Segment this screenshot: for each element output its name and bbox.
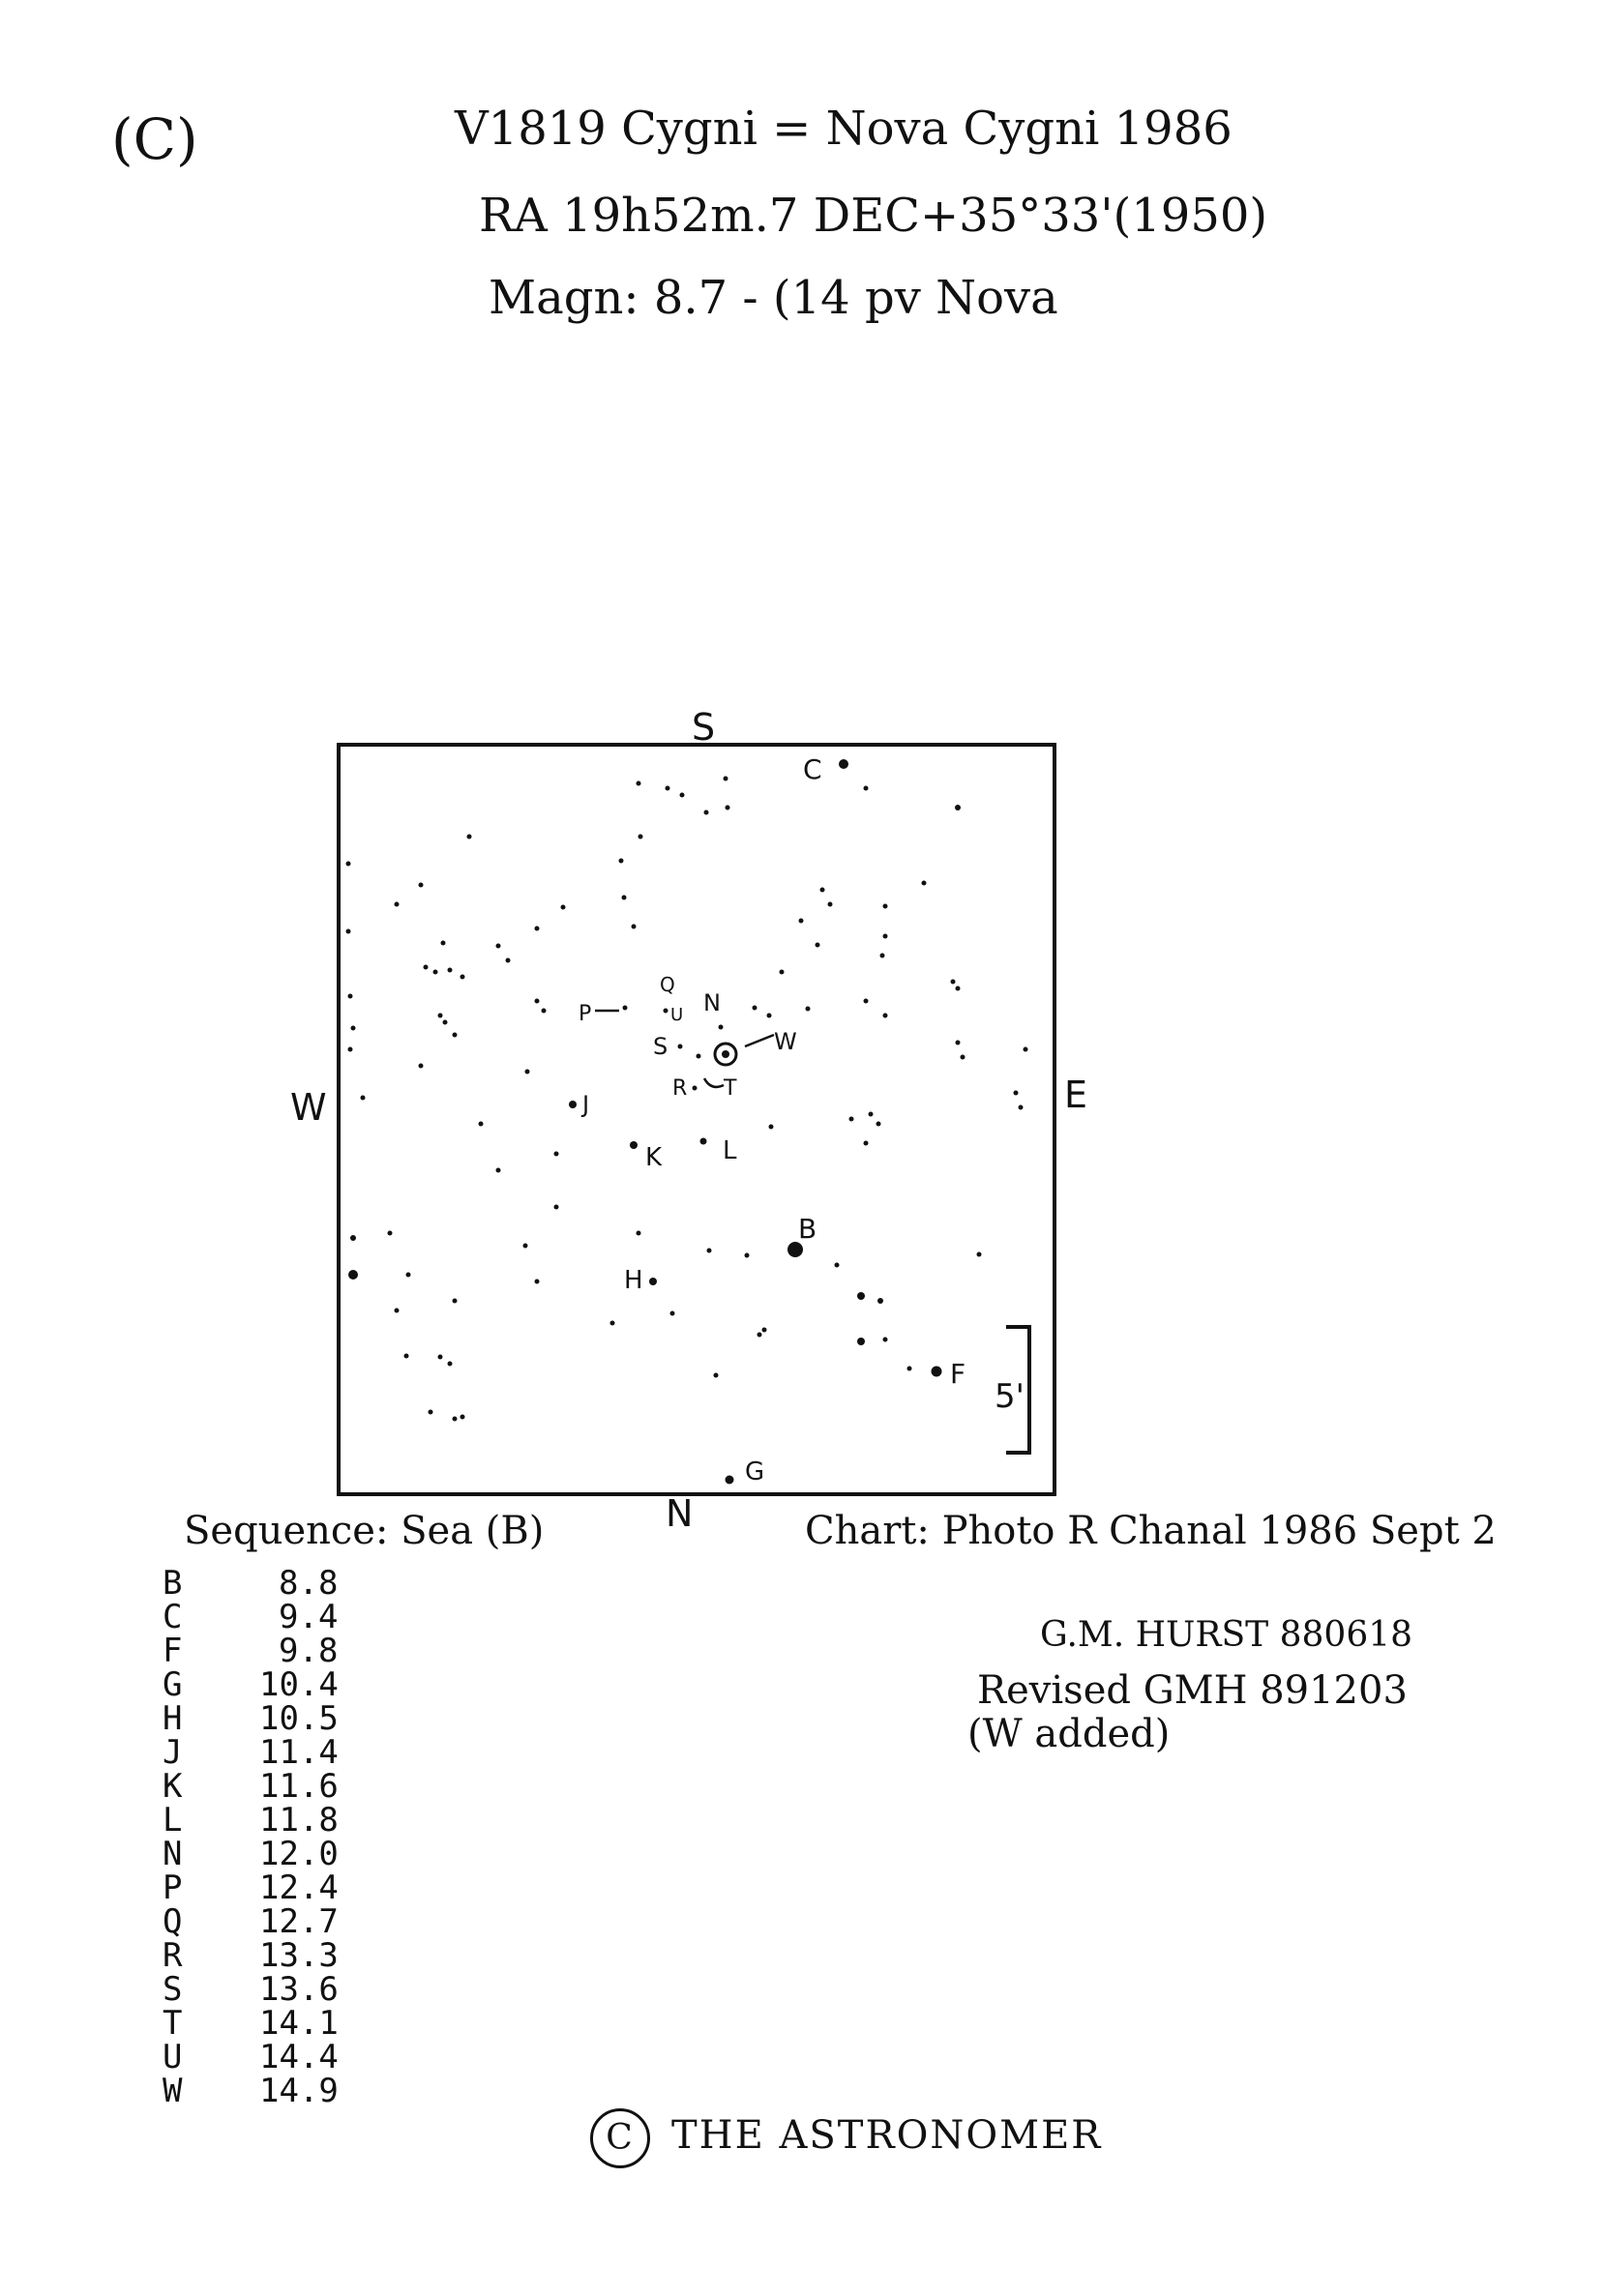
field-star (877, 1298, 883, 1304)
field-star (535, 999, 540, 1004)
direction-top: S (692, 706, 716, 749)
field-star (622, 896, 627, 900)
field-star (348, 1270, 358, 1280)
field-star (460, 1415, 465, 1420)
star-N (719, 1025, 724, 1030)
field-star (828, 902, 833, 907)
field-star (816, 943, 820, 948)
copyright-text: THE ASTRONOMER (671, 2113, 1103, 2158)
table-row (163, 1936, 339, 1975)
field-star (849, 1117, 854, 1122)
star-label-U: U (670, 1005, 684, 1025)
field-star (864, 1141, 869, 1146)
field-star (907, 1367, 912, 1371)
field-star (767, 1014, 772, 1018)
row-star: Q (163, 1902, 183, 1941)
chart-title: V1819 Cygni = Nova Cygni 1986 (455, 102, 1233, 156)
field-star (1014, 1091, 1019, 1096)
chart-source: Chart: Photo R Chanal 1986 Sept 2 (805, 1509, 1497, 1553)
field-star (496, 944, 501, 949)
field-star (869, 1112, 874, 1117)
field-star (637, 781, 641, 786)
revised-line: Revised GMH 891203 (977, 1668, 1408, 1713)
field-star (956, 986, 961, 991)
copyright-line (590, 2108, 1102, 2168)
field-star (780, 970, 785, 975)
row-mag: 11.6 (259, 1767, 339, 1806)
field-star (453, 1033, 458, 1038)
row-star: C (163, 1598, 183, 1636)
copyright-icon: C (590, 2108, 650, 2168)
table-row (163, 1699, 339, 1738)
star-label-J: J (582, 1091, 590, 1118)
field-star (864, 786, 869, 791)
field-star (724, 777, 728, 781)
field-star (956, 1041, 961, 1045)
row-star: N (163, 1835, 183, 1873)
field-star (799, 919, 804, 924)
row-mag: 8.8 (279, 1564, 339, 1603)
table-row (163, 1767, 339, 1806)
table-row (163, 1665, 339, 1704)
field-star (348, 994, 353, 999)
star-S (678, 1045, 683, 1049)
field-star (404, 1354, 409, 1359)
field-star (864, 999, 869, 1004)
field-star (610, 1321, 615, 1326)
nova-star (722, 1050, 729, 1058)
row-mag: 14.4 (259, 2038, 339, 2076)
field-star (467, 835, 472, 839)
field-star (977, 1252, 982, 1257)
field-star (523, 1244, 528, 1249)
scale-label: 5' (995, 1377, 1025, 1416)
row-star: B (163, 1564, 183, 1603)
direction-bottom: N (666, 1492, 694, 1535)
row-mag: 14.9 (259, 2072, 339, 2110)
table-row (163, 1733, 339, 1772)
field-star (704, 810, 709, 815)
field-star (542, 1009, 547, 1014)
row-mag: 13.6 (259, 1970, 339, 2009)
row-star: G (163, 1665, 183, 1704)
field-star (637, 1231, 641, 1236)
row-mag: 12.7 (259, 1902, 339, 1941)
star-label-G: G (745, 1457, 765, 1487)
field-star (496, 1168, 501, 1173)
field-star (448, 1362, 453, 1367)
labeled-stars (569, 753, 965, 1487)
field-star (479, 1122, 484, 1127)
field-star (350, 1235, 356, 1241)
field-star (443, 1020, 448, 1025)
table-row (163, 1869, 339, 1907)
field-star (453, 1417, 458, 1422)
field-star (448, 968, 453, 973)
field-star (883, 1338, 888, 1342)
star-H (649, 1278, 657, 1285)
magnitude-range: Magn: 8.7 - (14 pv Nova (489, 271, 1058, 325)
star-R (697, 1054, 701, 1059)
star-label-C: C (803, 753, 822, 785)
star-G (726, 1476, 734, 1485)
table-row (163, 1835, 339, 1873)
star-J (569, 1101, 577, 1108)
row-star: J (163, 1733, 183, 1772)
row-mag: 10.5 (259, 1699, 339, 1738)
star-C (839, 759, 848, 769)
star-K (630, 1141, 638, 1149)
chart-frame (339, 745, 1054, 1494)
row-star: P (163, 1869, 183, 1907)
field-star (348, 1047, 353, 1052)
revision-note: (W added) (967, 1712, 1171, 1756)
row-star: K (163, 1767, 183, 1806)
row-mag: 11.8 (259, 1801, 339, 1840)
star-label-T: T (724, 1076, 737, 1101)
field-star (419, 1064, 424, 1069)
field-star (951, 980, 956, 985)
direction-right: E (1064, 1074, 1088, 1116)
table-row (163, 1598, 338, 1636)
row-star: S (163, 1970, 183, 2009)
field-star (883, 904, 888, 909)
star-label-F: F (950, 1358, 966, 1390)
star-R-dot (693, 1086, 698, 1091)
field-star (726, 806, 730, 810)
field-star (955, 805, 961, 810)
field-star (561, 905, 566, 910)
row-mag: 9.4 (279, 1598, 339, 1636)
table-row (163, 2004, 339, 2043)
row-star: U (163, 2038, 183, 2076)
field-star (554, 1205, 559, 1210)
field-star (680, 793, 685, 798)
coordinates: RA 19h52m.7 DEC+35°33'(1950) (479, 189, 1268, 243)
field-star (820, 888, 825, 893)
row-mag: 13.3 (259, 1936, 339, 1975)
field-star (1024, 1047, 1028, 1052)
field-star (388, 1231, 393, 1236)
field-star (346, 929, 351, 934)
star-F (932, 1367, 942, 1377)
author-line: G.M. HURST 880618 (1040, 1615, 1413, 1655)
panel-label: (C) (111, 106, 198, 172)
field-star (883, 934, 888, 939)
star-U (664, 1009, 668, 1014)
row-star: R (163, 1936, 183, 1975)
star-label-B: B (798, 1213, 817, 1245)
field-star (419, 883, 424, 888)
field-star (806, 1007, 811, 1012)
field-star (506, 958, 511, 963)
star-label-N: N (703, 989, 721, 1016)
row-star: W (163, 2072, 183, 2110)
direction-left: W (290, 1086, 327, 1129)
row-star: T (163, 2004, 183, 2043)
field-star (351, 1026, 356, 1031)
row-mag: 14.1 (259, 2004, 339, 2043)
table-row (163, 2072, 339, 2110)
field-star (395, 902, 400, 907)
field-star (670, 1311, 675, 1316)
field-star (880, 954, 885, 958)
star-P (623, 1006, 628, 1011)
field-star (438, 1014, 443, 1018)
field-star (619, 859, 624, 864)
star-label-R: R (672, 1076, 688, 1101)
pointer-W (745, 1035, 774, 1046)
field-star (535, 1280, 540, 1284)
field-star (745, 1253, 750, 1258)
row-mag: 9.8 (279, 1632, 339, 1670)
row-mag: 12.0 (259, 1835, 339, 1873)
row-star: F (163, 1632, 183, 1670)
pointer-T (704, 1078, 724, 1087)
field-star (876, 1122, 881, 1127)
field-star (769, 1125, 774, 1130)
field-star (707, 1249, 712, 1253)
row-star: L (163, 1801, 183, 1840)
field-star (762, 1328, 767, 1333)
field-star (453, 1299, 458, 1304)
star-label-H: H (624, 1266, 643, 1295)
field-star (1019, 1105, 1024, 1110)
table-row (163, 1564, 338, 1603)
field-star (666, 786, 670, 791)
table-row (163, 1970, 339, 2009)
table-row (163, 1632, 338, 1670)
field-star (961, 1055, 965, 1060)
field-star (714, 1373, 719, 1378)
field-star (433, 970, 438, 975)
field-star (639, 835, 643, 839)
field-star (346, 862, 351, 867)
row-mag: 11.4 (259, 1733, 339, 1772)
field-star (857, 1292, 865, 1300)
field-star (757, 1333, 762, 1338)
field-star (438, 1355, 443, 1360)
star-label-L: L (723, 1136, 737, 1165)
sequence-heading: Sequence: Sea (B) (184, 1509, 545, 1553)
star-label-K: K (645, 1143, 663, 1172)
field-star (632, 925, 637, 929)
star-label-Q: Q (660, 973, 675, 996)
field-star (460, 975, 465, 980)
row-mag: 10.4 (259, 1665, 339, 1704)
field-star (429, 1410, 433, 1415)
field-star (361, 1096, 366, 1101)
field-star (753, 1006, 757, 1011)
field-star (857, 1338, 865, 1345)
field-star (835, 1263, 840, 1268)
row-star: H (163, 1699, 183, 1738)
field-star (424, 965, 429, 970)
star-L (700, 1138, 707, 1145)
table-row (163, 1902, 339, 1941)
field-star (554, 1152, 559, 1157)
row-mag: 12.4 (259, 1869, 339, 1907)
star-label-P: P (579, 1002, 592, 1026)
field-star (525, 1070, 530, 1074)
star-label-S: S (653, 1033, 668, 1060)
field-star (535, 927, 540, 931)
field-star (883, 1014, 888, 1018)
field-star (922, 881, 927, 886)
star-label-W: W (774, 1028, 797, 1055)
field-star (406, 1273, 411, 1278)
table-row (163, 1801, 339, 1840)
table-row (163, 2038, 339, 2076)
field-star (441, 941, 446, 946)
field-star (395, 1309, 400, 1313)
